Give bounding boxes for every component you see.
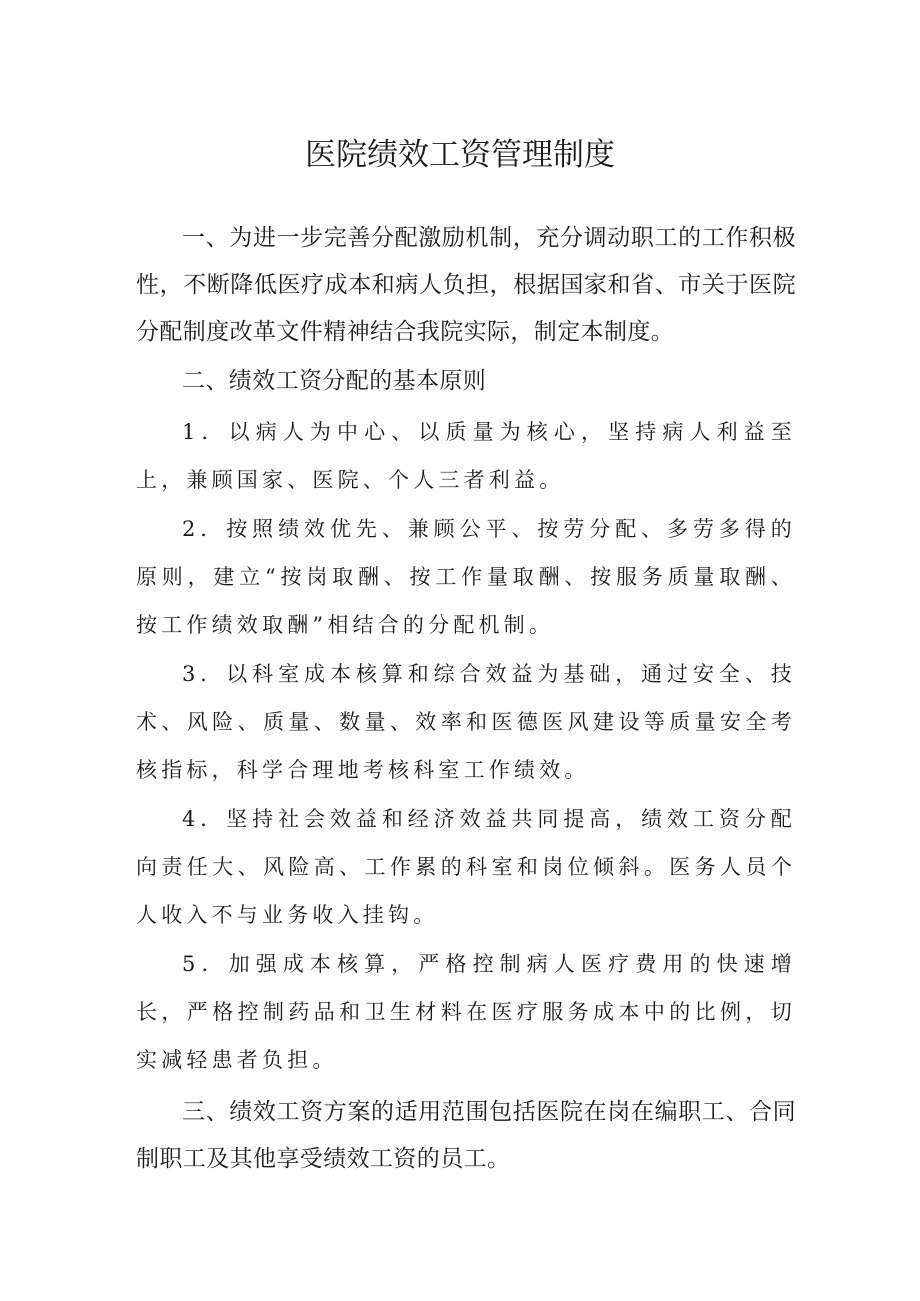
paragraph-principle-5: 5．加强成本核算，严格控制病人医疗费用的快速增长，严格控制药品和卫生材料在医疗服务成本中的比例，切实减轻患者负担。 (136, 952, 796, 1072)
paragraph-section-2-heading: 二、绩效工资分配的基本原则 (182, 368, 487, 394)
paragraph-principle-3: 3．以科室成本核算和综合效益为基础，通过安全、技术、风险、质量、数量、效率和医德医风建设等质量安全考核指标，科学合理地考核科室工作绩效。 (136, 662, 796, 782)
paragraph-section-1: 一、为进一步完善分配激励机制，充分调动职工的工作积极性，不断降低医疗成本和病人负担，根据国家和省、市关于医院分配制度改革文件精神结合我院实际，制定本制度。 (136, 225, 796, 345)
paragraph-principle-1: 1．以病人为中心、以质量为核心，坚持病人利益至上，兼顾国家、医院、个人三者利益。 (136, 420, 796, 492)
document-title: 医院绩效工资管理制度 (305, 136, 615, 173)
paragraph-principle-2: 2．按照绩效优先、兼顾公平、按劳分配、多劳多得的原则，建立“按岗取酬、按工作量取酬、按服务质量取酬、按工作绩效取酬”相结合的分配机制。 (136, 517, 796, 637)
paragraph-principle-4: 4．坚持社会效益和经济效益共同提高，绩效工资分配向责任大、风险高、工作累的科室和岗位倾斜。医务人员个人收入不与业务收入挂钩。 (136, 807, 796, 927)
paragraph-section-3: 三、绩效工资方案的适用范围包括医院在岗在编职工、合同制职工及其他享受绩效工资的员工。 (136, 1099, 796, 1172)
